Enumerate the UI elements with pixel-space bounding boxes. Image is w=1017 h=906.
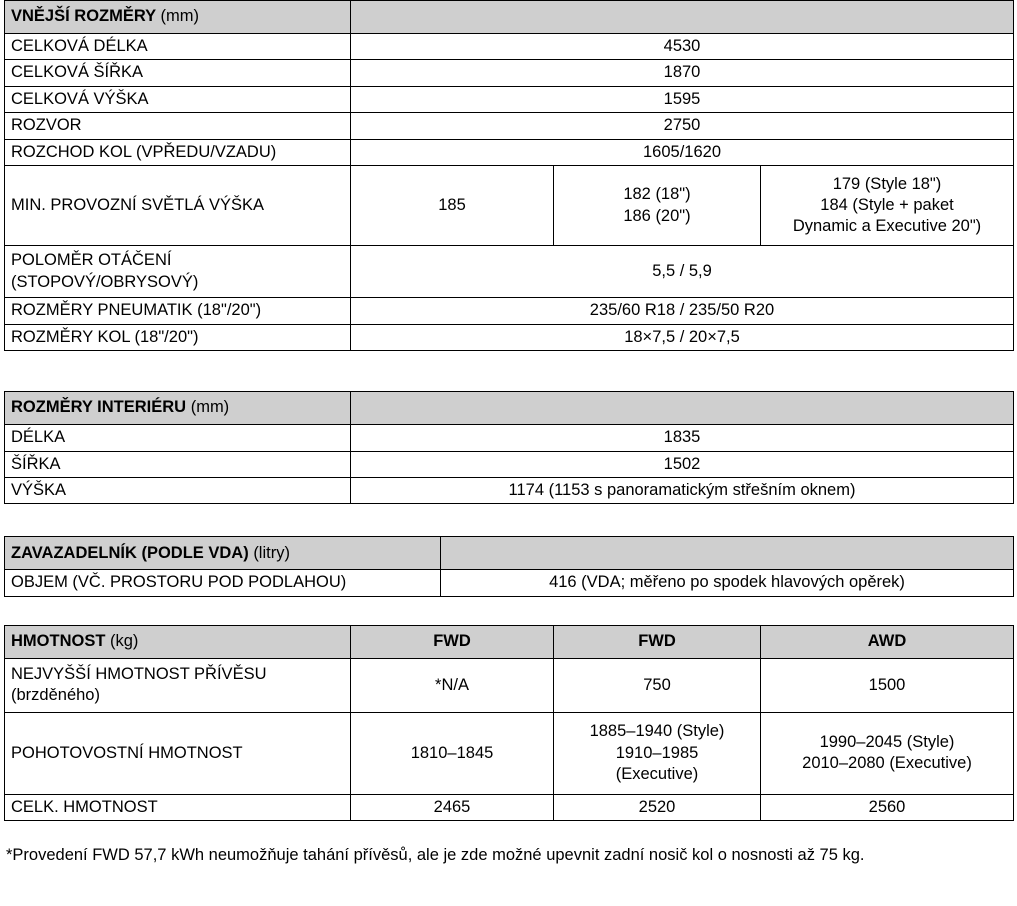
row-value-col-3: 179 (Style 18") 184 (Style + paket Dynamic a Executive 20") <box>761 166 1014 246</box>
column-header-drivetrain-2: FWD <box>554 625 761 658</box>
row-value-col-2: 2520 <box>554 794 761 820</box>
row-label: POHOTOVOSTNÍ HMOTNOST <box>5 712 351 794</box>
table-title-unit: (mm) <box>190 398 230 417</box>
row-label: CELKOVÁ VÝŠKA <box>5 86 351 112</box>
row-label: ROZVOR <box>5 113 351 139</box>
row-value: 1595 <box>351 86 1014 112</box>
table-title-text: ZAVAZADELNÍK (PODLE VDA) <box>11 543 249 562</box>
row-value-col-1: 1810–1845 <box>351 712 554 794</box>
row-value-col-1: 2465 <box>351 794 554 820</box>
row-value: 1605/1620 <box>351 139 1014 165</box>
table-header-row <box>5 537 1014 570</box>
row-label: CELKOVÁ ŠÍŘKA <box>5 60 351 86</box>
column-header-drivetrain-1: FWD <box>351 625 554 658</box>
table-title-unit: (kg) <box>110 632 139 651</box>
table-row <box>5 34 1014 60</box>
table-title-text: ROZMĚRY INTERIÉRU <box>11 398 187 417</box>
table-row <box>5 794 1014 820</box>
table-row <box>5 658 1014 712</box>
table-spacer <box>4 597 1013 625</box>
row-label: ŠÍŘKA <box>5 451 351 477</box>
table-row <box>5 86 1014 112</box>
table-row <box>5 712 1014 794</box>
table-header-spacer <box>351 1 1014 34</box>
row-value: 235/60 R18 / 235/50 R20 <box>351 298 1014 324</box>
row-label: VÝŠKA <box>5 477 351 503</box>
row-label: ROZMĚRY PNEUMATIK (18"/20") <box>5 298 351 324</box>
table-title-unit: (mm) <box>160 7 199 26</box>
table-title-interior <box>5 392 351 425</box>
table-header-row <box>5 625 1014 658</box>
table-row <box>5 324 1014 350</box>
table-spacer <box>4 351 1013 391</box>
table-exterior-dimensions <box>4 0 1014 351</box>
table-title-text: VNĚJŠÍ ROZMĚRY <box>11 7 156 26</box>
table-title-unit: (litry) <box>253 543 290 562</box>
row-value-col-3: 1500 <box>761 658 1014 712</box>
table-row <box>5 425 1014 451</box>
column-header-drivetrain-3: AWD <box>761 625 1014 658</box>
table-row <box>5 166 1014 246</box>
table-interior-dimensions <box>4 391 1014 504</box>
table-row <box>5 139 1014 165</box>
table-title-weights <box>5 625 351 658</box>
table-header-row <box>5 392 1014 425</box>
row-value-col-1: 185 <box>351 166 554 246</box>
row-value: 416 (VDA; měřeno po spodek hlavových opěrek) <box>441 570 1014 596</box>
row-value: 18×7,5 / 20×7,5 <box>351 324 1014 350</box>
table-row <box>5 60 1014 86</box>
table-title-text: HMOTNOST <box>11 632 106 651</box>
table-row <box>5 298 1014 324</box>
table-spacer <box>4 504 1013 536</box>
row-value-col-1: *N/A <box>351 658 554 712</box>
row-value-col-3: 2560 <box>761 794 1014 820</box>
table-header-row <box>5 1 1014 34</box>
row-label: ROZMĚRY KOL (18"/20") <box>5 324 351 350</box>
row-value: 2750 <box>351 113 1014 139</box>
table-row <box>5 477 1014 503</box>
row-label: POLOMĚR OTÁČENÍ (STOPOVÝ/OBRYSOVÝ) <box>5 246 351 298</box>
row-value: 5,5 / 5,9 <box>351 246 1014 298</box>
table-title-luggage <box>5 537 441 570</box>
row-value-col-3: 1990–2045 (Style) 2010–2080 (Executive) <box>761 712 1014 794</box>
row-value: 1835 <box>351 425 1014 451</box>
table-title-exterior <box>5 1 351 34</box>
row-label: CELKOVÁ DÉLKA <box>5 34 351 60</box>
row-value: 1502 <box>351 451 1014 477</box>
table-row <box>5 570 1014 596</box>
row-label: MIN. PROVOZNÍ SVĚTLÁ VÝŠKA <box>5 166 351 246</box>
table-header-spacer <box>351 392 1014 425</box>
row-label: DÉLKA <box>5 425 351 451</box>
table-row <box>5 113 1014 139</box>
row-label: CELK. HMOTNOST <box>5 794 351 820</box>
table-weights <box>4 625 1014 821</box>
footnote-text: *Provedení FWD 57,7 kWh neumožňuje tahání přívěsů, ale je zde možné upevnit zadní nosič kol o nosnosti až 75 kg. <box>6 846 865 865</box>
table-luggage-compartment <box>4 536 1014 596</box>
row-value-col-2: 182 (18") 186 (20") <box>554 166 761 246</box>
row-value: 1174 (1153 s panoramatickým střešním oknem) <box>351 477 1014 503</box>
row-label: ROZCHOD KOL (VPŘEDU/VZADU) <box>5 139 351 165</box>
row-value-col-2: 750 <box>554 658 761 712</box>
table-row <box>5 451 1014 477</box>
row-value-col-2: 1885–1940 (Style) 1910–1985 (Executive) <box>554 712 761 794</box>
row-value: 1870 <box>351 60 1014 86</box>
table-row <box>5 246 1014 298</box>
row-value: 4530 <box>351 34 1014 60</box>
row-label: NEJVYŠŠÍ HMOTNOST PŘÍVĚSU (brzděného) <box>5 658 351 712</box>
row-label: OBJEM (VČ. PROSTORU POD PODLAHOU) <box>5 570 441 596</box>
table-header-spacer <box>441 537 1014 570</box>
